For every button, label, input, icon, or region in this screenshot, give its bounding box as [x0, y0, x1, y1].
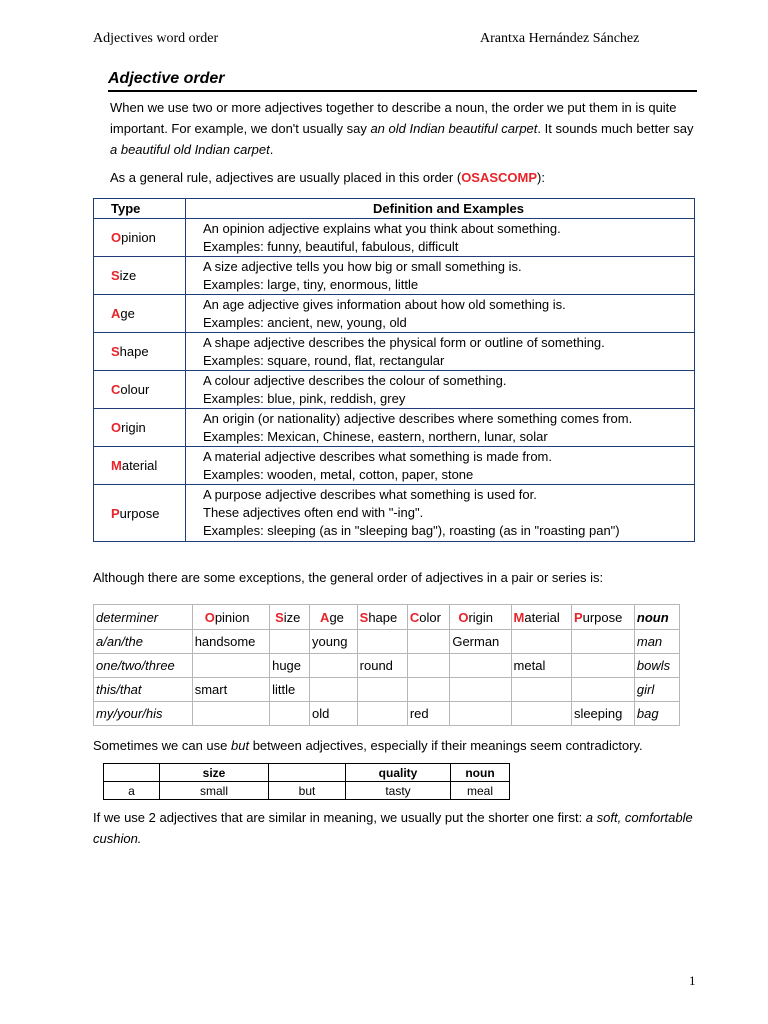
- order-header-cell: determiner: [94, 605, 193, 630]
- order-intro: Although there are some exceptions, the general order of adjectives in a pair or series is:: [93, 570, 604, 585]
- but-header-cell: [104, 764, 160, 782]
- order-header-cell: Opinion: [192, 605, 269, 630]
- type-cell: Material: [94, 447, 186, 485]
- header-left: Adjectives word order: [93, 31, 219, 46]
- but-header-cell: noun: [451, 764, 510, 782]
- type-cell: Age: [94, 295, 186, 333]
- definition-cell: A colour adjective describes the colour of something. Examples: blue, pink, reddish, grey: [186, 371, 695, 409]
- but-cell: but: [269, 782, 346, 800]
- type-row: [94, 485, 695, 542]
- order-cell: [310, 678, 358, 702]
- but-paragraph: [93, 735, 733, 756]
- order-cell: [310, 654, 358, 678]
- type-row: [94, 409, 695, 447]
- type-row: [94, 219, 695, 257]
- order-cell: [511, 702, 571, 726]
- but-header-cell: quality: [346, 764, 451, 782]
- order-cell: [511, 678, 571, 702]
- but-header-row: [104, 764, 510, 782]
- order-cell: [511, 630, 571, 654]
- order-cell: old: [310, 702, 358, 726]
- but-text-1: Sometimes we can use: [93, 738, 232, 753]
- type-cell: Colour: [94, 371, 186, 409]
- order-cell: huge: [270, 654, 310, 678]
- definition-cell: An age adjective gives information about how old something is. Examples: ancient, new, young, old: [186, 295, 695, 333]
- order-cell: girl: [634, 678, 679, 702]
- but-cell: tasty: [346, 782, 451, 800]
- type-cell: Shape: [94, 333, 186, 371]
- order-cell: [407, 678, 450, 702]
- types-header-type: Type: [94, 199, 186, 219]
- order-cell: [270, 702, 310, 726]
- good-example: a beautiful old Indian carpet: [110, 142, 270, 157]
- but-cell: a: [104, 782, 160, 800]
- order-cell: [571, 654, 634, 678]
- order-cell: little: [270, 678, 310, 702]
- rule-paragraph: [110, 167, 700, 188]
- order-cell: a/an/the: [94, 630, 193, 654]
- order-cell: [192, 702, 269, 726]
- but-word: but: [231, 738, 250, 753]
- similar-example: a soft, comfortable cushion.: [93, 810, 693, 846]
- order-cell: [571, 678, 634, 702]
- type-row: [94, 295, 695, 333]
- intro-text-2: . It sounds much better say: [537, 121, 694, 136]
- order-cell: one/two/three: [94, 654, 193, 678]
- section-title: Adjective order: [108, 70, 225, 87]
- order-cell: [450, 678, 511, 702]
- order-cell: [357, 702, 407, 726]
- rule-text-1: As a general rule, adjectives are usually placed in this order (: [110, 170, 462, 185]
- order-header-cell: Origin: [450, 605, 511, 630]
- order-header-cell: Age: [310, 605, 358, 630]
- but-header-cell: size: [160, 764, 269, 782]
- order-header-row: [94, 605, 680, 630]
- order-cell: sleeping: [571, 702, 634, 726]
- similar-paragraph: [93, 807, 693, 849]
- order-cell: this/that: [94, 678, 193, 702]
- similar-text: If we use 2 adjectives that are similar in meaning, we usually put the shorter one first:: [93, 810, 586, 825]
- header-right: Arantxa Hernández Sánchez: [480, 31, 640, 46]
- order-cell: [571, 630, 634, 654]
- order-cell: [407, 654, 450, 678]
- osascomp-acronym: OSASCOMP: [461, 170, 538, 185]
- order-cell: red: [407, 702, 450, 726]
- type-cell: Origin: [94, 409, 186, 447]
- definition-cell: A shape adjective describes the physical form or outline of something. Examples: square, round, flat, rectangular: [186, 333, 695, 371]
- order-cell: bag: [634, 702, 679, 726]
- order-cell: [450, 654, 511, 678]
- order-header-cell: Shape: [357, 605, 407, 630]
- section-title-rule: [108, 67, 697, 92]
- order-cell: round: [357, 654, 407, 678]
- but-text-2: between adjectives, especially if their meanings seem contradictory.: [249, 738, 643, 753]
- order-header-cell: Purpose: [571, 605, 634, 630]
- order-cell: [407, 630, 450, 654]
- type-row: [94, 371, 695, 409]
- adjective-types-table: [93, 198, 695, 542]
- intro-paragraph: [110, 97, 700, 160]
- type-cell: Purpose: [94, 485, 186, 542]
- order-cell: [357, 630, 407, 654]
- order-header-cell: Material: [511, 605, 571, 630]
- order-cell: man: [634, 630, 679, 654]
- order-cell: metal: [511, 654, 571, 678]
- type-row: [94, 333, 695, 371]
- definition-cell: A purpose adjective describes what something is used for. These adjectives often end with "-ing". Examples: sleeping (as in "sleeping bag"), roasting (as in "roasting pan"): [186, 485, 695, 542]
- order-header-cell: Size: [270, 605, 310, 630]
- type-row: [94, 447, 695, 485]
- bad-example: an old Indian beautiful carpet: [370, 121, 538, 136]
- but-cell: meal: [451, 782, 510, 800]
- but-example-table: [103, 763, 510, 800]
- but-cell: small: [160, 782, 269, 800]
- adjective-order-table: [93, 604, 680, 726]
- types-header-definition: Definition and Examples: [186, 199, 695, 219]
- rule-text-2: ):: [537, 170, 545, 185]
- page-number: 1: [689, 973, 696, 988]
- order-row: [94, 630, 680, 654]
- order-cell: handsome: [192, 630, 269, 654]
- order-cell: young: [310, 630, 358, 654]
- order-row: [94, 702, 680, 726]
- order-cell: [357, 678, 407, 702]
- order-cell: German: [450, 630, 511, 654]
- order-cell: [450, 702, 511, 726]
- definition-cell: A material adjective describes what something is made from. Examples: wooden, metal, cotton, paper, stone: [186, 447, 695, 485]
- order-row: [94, 654, 680, 678]
- definition-cell: An opinion adjective explains what you think about something. Examples: funny, beautiful, fabulous, difficult: [186, 219, 695, 257]
- but-row: [104, 782, 510, 800]
- definition-cell: A size adjective tells you how big or small something is. Examples: large, tiny, enormous, little: [186, 257, 695, 295]
- order-cell: [270, 630, 310, 654]
- intro-text-1: When we use two or more adjectives together to describe a noun, the order we put them in is quite important. For example, we don't usually say: [110, 100, 677, 136]
- type-cell: Opinion: [94, 219, 186, 257]
- order-cell: bowls: [634, 654, 679, 678]
- type-cell: Size: [94, 257, 186, 295]
- order-row: [94, 678, 680, 702]
- order-cell: [192, 654, 269, 678]
- order-header-cell: noun: [634, 605, 679, 630]
- but-header-cell: [269, 764, 346, 782]
- order-cell: smart: [192, 678, 269, 702]
- order-cell: my/your/his: [94, 702, 193, 726]
- intro-text-3: .: [269, 142, 274, 157]
- order-header-cell: Color: [407, 605, 450, 630]
- definition-cell: An origin (or nationality) adjective describes where something comes from. Examples: Mexican, Chinese, eastern, northern, lunar, solar: [186, 409, 695, 447]
- type-row: [94, 257, 695, 295]
